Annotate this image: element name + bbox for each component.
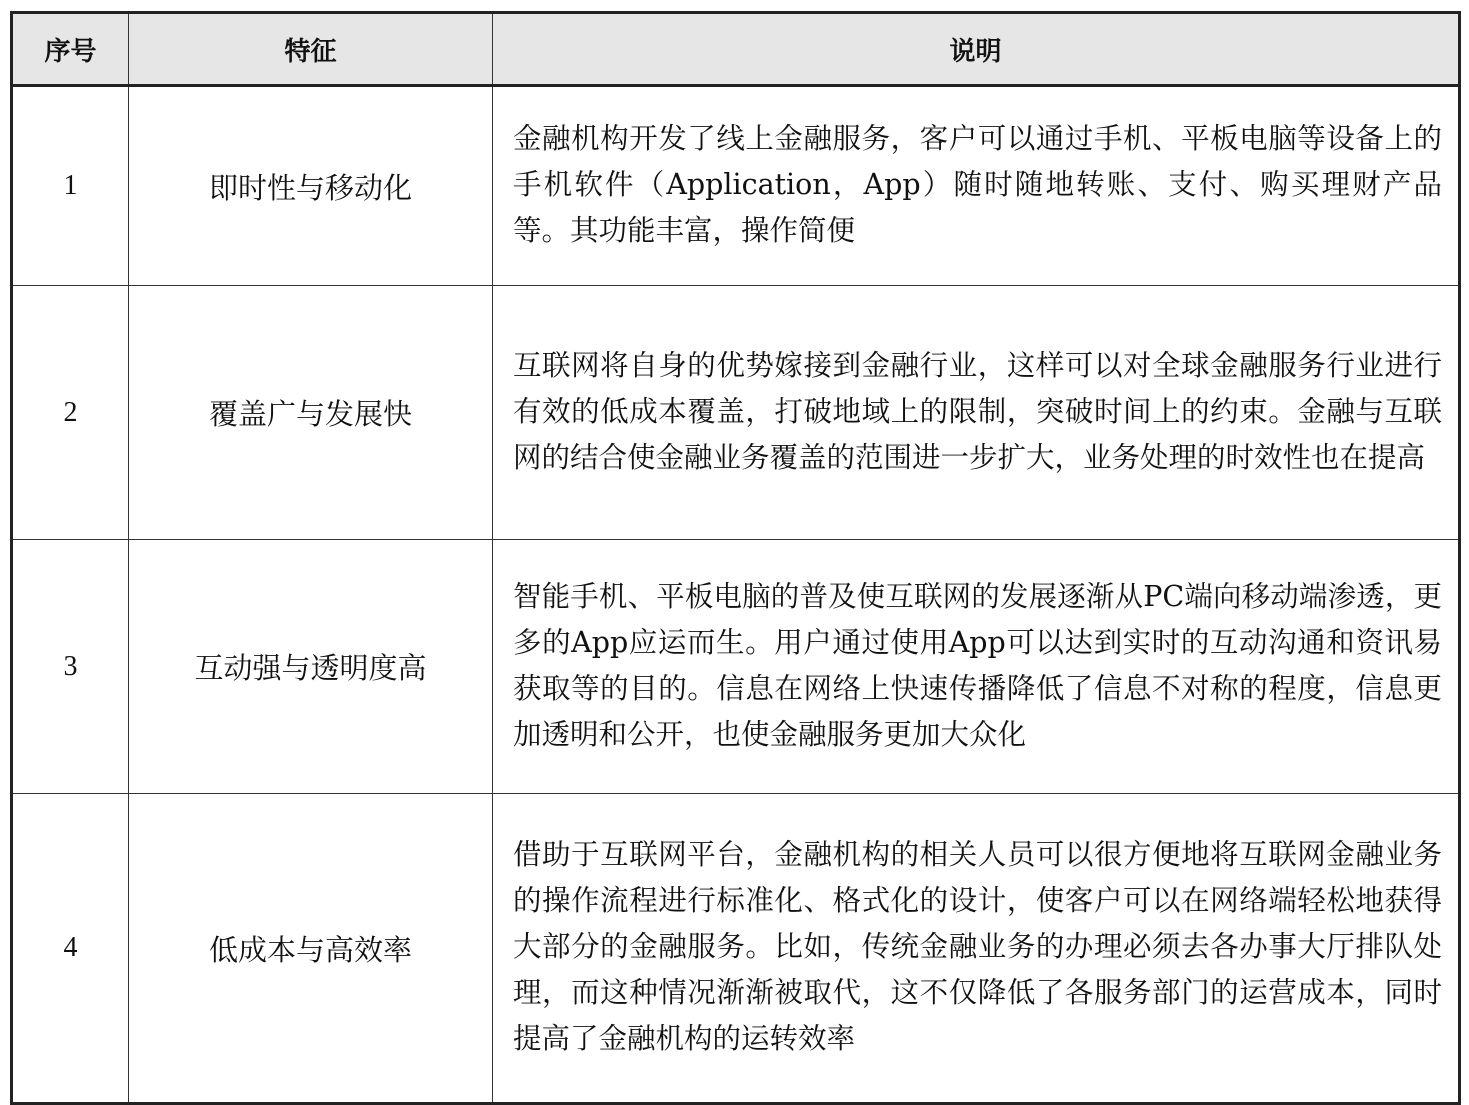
row-number: 4 bbox=[12, 794, 129, 1104]
header-description: 说明 bbox=[493, 13, 1460, 86]
row-number: 2 bbox=[12, 286, 129, 540]
row-number: 3 bbox=[12, 540, 129, 794]
table-row bbox=[12, 540, 1460, 794]
feature-table-container bbox=[10, 11, 1458, 1105]
row-feature: 低成本与高效率 bbox=[129, 794, 493, 1104]
header-row bbox=[12, 13, 1460, 86]
row-description: 金融机构开发了线上金融服务，客户可以通过手机、平板电脑等设备上的手机软件（Application，App）随时随地转账、支付、购买理财产品等。其功能丰富，操作简便 bbox=[493, 86, 1460, 286]
table-row bbox=[12, 286, 1460, 540]
feature-table bbox=[10, 11, 1461, 1105]
table-row bbox=[12, 86, 1460, 286]
table-row bbox=[12, 794, 1460, 1104]
row-feature: 覆盖广与发展快 bbox=[129, 286, 493, 540]
row-description: 智能手机、平板电脑的普及使互联网的发展逐渐从PC端向移动端渗透，更多的App应运而生。用户通过使用App可以达到实时的互动沟通和资讯易获取等的目的。信息在网络上快速传播降低了信息不对称的程度，信息更加透明和公开，也使金融服务更加大众化 bbox=[493, 540, 1460, 794]
row-feature: 即时性与移动化 bbox=[129, 86, 493, 286]
row-feature: 互动强与透明度高 bbox=[129, 540, 493, 794]
header-no: 序号 bbox=[12, 13, 129, 86]
row-description: 借助于互联网平台，金融机构的相关人员可以很方便地将互联网金融业务的操作流程进行标准化、格式化的设计，使客户可以在网络端轻松地获得大部分的金融服务。比如，传统金融业务的办理必须去各办事大厅排队处理，而这种情况渐渐被取代，这不仅降低了各服务部门的运营成本，同时提高了金融机构的运转效率 bbox=[493, 794, 1460, 1104]
header-feature: 特征 bbox=[129, 13, 493, 86]
table-header bbox=[12, 13, 1460, 86]
row-description: 互联网将自身的优势嫁接到金融行业，这样可以对全球金融服务行业进行有效的低成本覆盖，打破地域上的限制，突破时间上的约束。金融与互联网的结合使金融业务覆盖的范围进一步扩大，业务处理的时效性也在提高 bbox=[493, 286, 1460, 540]
row-number: 1 bbox=[12, 86, 129, 286]
table-body bbox=[12, 86, 1460, 1104]
